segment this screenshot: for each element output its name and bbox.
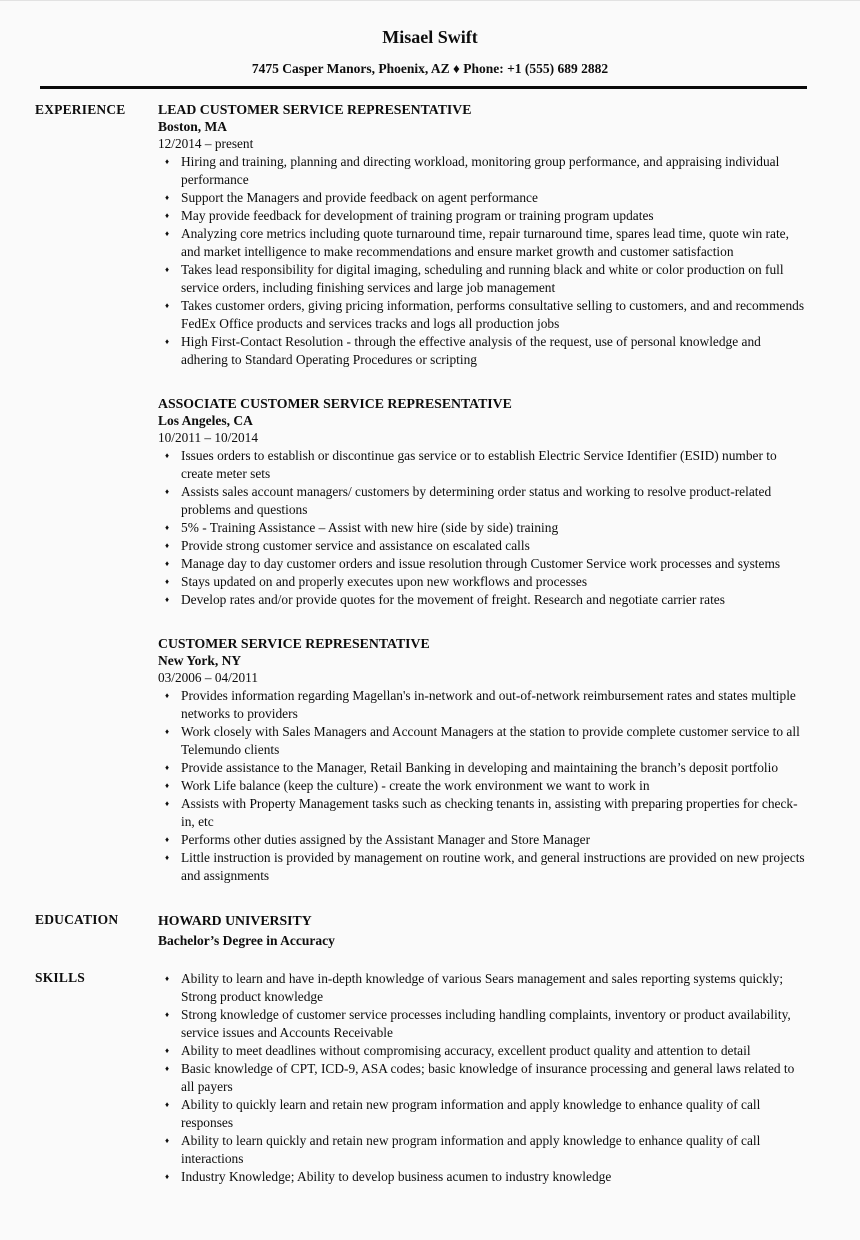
bullet-item: ♦ Strong knowledge of customer service processes including handling complaints, inventory or product availability, service issues and Accounts Receivable <box>158 1006 808 1042</box>
bullet-item: ♦ Industry Knowledge; Ability to develop business acumen to industry knowledge <box>158 1168 808 1186</box>
bullet-item: ♦ Support the Managers and provide feedback on agent performance <box>158 189 808 207</box>
bullet-item: ♦ Manage day to day customer orders and issue resolution through Customer Service work processes and systems <box>158 555 808 573</box>
job-title: LEAD CUSTOMER SERVICE REPRESENTATIVE <box>158 102 472 117</box>
resume-page <box>0 1 860 1186</box>
bullet-item: ♦ Stays updated on and properly executes upon new workflows and processes <box>158 573 808 591</box>
horizontal-rule <box>40 86 807 89</box>
resume-name: Misael Swift <box>382 27 478 47</box>
bullet-item: ♦ Ability to quickly learn and retain new program information and apply knowledge to enhance quality of call responses <box>158 1096 808 1132</box>
bullet-item: ♦ Assists with Property Management tasks such as checking tenants in, assisting with preparing properties for check-in, etc <box>158 795 808 831</box>
bullet-item: ♦ Work Life balance (keep the culture) - create the work environment we want to work in <box>158 777 808 795</box>
bullet-item: ♦ Ability to learn and have in-depth knowledge of various Sears management and sales reporting systems quickly; Strong product knowledge <box>158 970 808 1006</box>
bullet-item: ♦ Takes customer orders, giving pricing information, performs consultative selling to customers, and and recommends FedEx Office products and services tracks and logs all production jobs <box>158 297 808 333</box>
job-dates: 03/2006 – 04/2011 <box>158 670 258 685</box>
contact-line: 7475 Casper Manors, Phoenix, AZ ♦ Phone: +1 (555) 689 2882 <box>251 61 609 76</box>
job-title: ASSOCIATE CUSTOMER SERVICE REPRESENTATIVE <box>158 396 512 411</box>
resume-body <box>35 101 808 1186</box>
section-label-skills: SKILLS <box>35 970 85 985</box>
experience-content <box>158 101 808 885</box>
bullet-item: ♦ Provide assistance to the Manager, Retail Banking in developing and maintaining the branch’s deposit portfolio <box>158 759 808 777</box>
job-location: Los Angeles, CA <box>158 413 253 428</box>
bullet-item: ♦ Basic knowledge of CPT, ICD-9, ASA codes; basic knowledge of insurance processing and general laws related to all payers <box>158 1060 808 1096</box>
bullet-item: ♦ Hiring and training, planning and directing workload, monitoring group performance, and appraising individual performance <box>158 153 808 189</box>
job-entry-csr <box>158 635 808 885</box>
bullet-item: ♦ Ability to meet deadlines without compromising accuracy, excellent product quality and attention to detail <box>158 1042 808 1060</box>
degree: Bachelor’s Degree in Accuracy <box>158 933 335 948</box>
job-location: New York, NY <box>158 653 242 668</box>
bullet-item: ♦ Analyzing core metrics including quote turnaround time, repair turnaround time, spares lead time, quote win rate, and market intelligence to make recommendations and ensure market growth and customer satisfaction <box>158 225 808 261</box>
job-bullet-list <box>158 687 808 885</box>
bullet-item: ♦ 5% - Training Assistance – Assist with new hire (side by side) training <box>158 519 808 537</box>
job-entry-associate-csr <box>158 395 808 609</box>
bullet-item: ♦ High First-Contact Resolution - through the effective analysis of the request, use of personal knowledge and adhering to Standard Operating Procedures or scripting <box>158 333 808 369</box>
job-title: CUSTOMER SERVICE REPRESENTATIVE <box>158 636 430 651</box>
job-dates: 12/2014 – present <box>158 136 254 151</box>
bullet-item: ♦ Provides information regarding Magellan's in-network and out-of-network reimbursement rates and states multiple networks to providers <box>158 687 808 723</box>
education-content <box>158 911 808 951</box>
bullet-item: ♦ May provide feedback for development of training program or training program updates <box>158 207 808 225</box>
job-location: Boston, MA <box>158 119 228 134</box>
bullet-item: ♦ Ability to learn quickly and retain new program information and apply knowledge to enhance quality of call interactions <box>158 1132 808 1168</box>
job-bullet-list <box>158 153 808 369</box>
bullet-item: ♦ Work closely with Sales Managers and Account Managers at the station to provide complete customer service to all Telemundo clients <box>158 723 808 759</box>
section-label-education: EDUCATION <box>35 912 119 927</box>
bullet-item: ♦ Provide strong customer service and assistance on escalated calls <box>158 537 808 555</box>
bullet-item: ♦ Assists sales account managers/ customers by determining order status and working to resolve product-related problems and questions <box>158 483 808 519</box>
bullet-item: ♦ Little instruction is provided by management on routine work, and general instructions are provided on new projects and assignments <box>158 849 808 885</box>
bullet-item: ♦ Takes lead responsibility for digital imaging, scheduling and running black and white or color production on full service orders, including finishing services and large job management <box>158 261 808 297</box>
bullet-item: ♦ Issues orders to establish or discontinue gas service or to establish Electric Service Identifier (ESID) number to create meter sets <box>158 447 808 483</box>
skills-content <box>158 969 808 1186</box>
experience-section <box>35 101 808 885</box>
skills-section <box>35 969 808 1186</box>
bullet-item: ♦ Performs other duties assigned by the Assistant Manager and Store Manager <box>158 831 808 849</box>
education-section <box>35 911 808 951</box>
section-label-experience: EXPERIENCE <box>35 102 126 117</box>
job-dates: 10/2011 – 10/2014 <box>158 430 258 445</box>
job-bullet-list <box>158 447 808 609</box>
skills-bullet-list <box>158 970 808 1186</box>
job-entry-lead-csr <box>158 101 808 369</box>
bullet-item: ♦ Develop rates and/or provide quotes for the movement of freight. Research and negotiate carrier rates <box>158 591 808 609</box>
school-name: HOWARD UNIVERSITY <box>158 913 312 928</box>
